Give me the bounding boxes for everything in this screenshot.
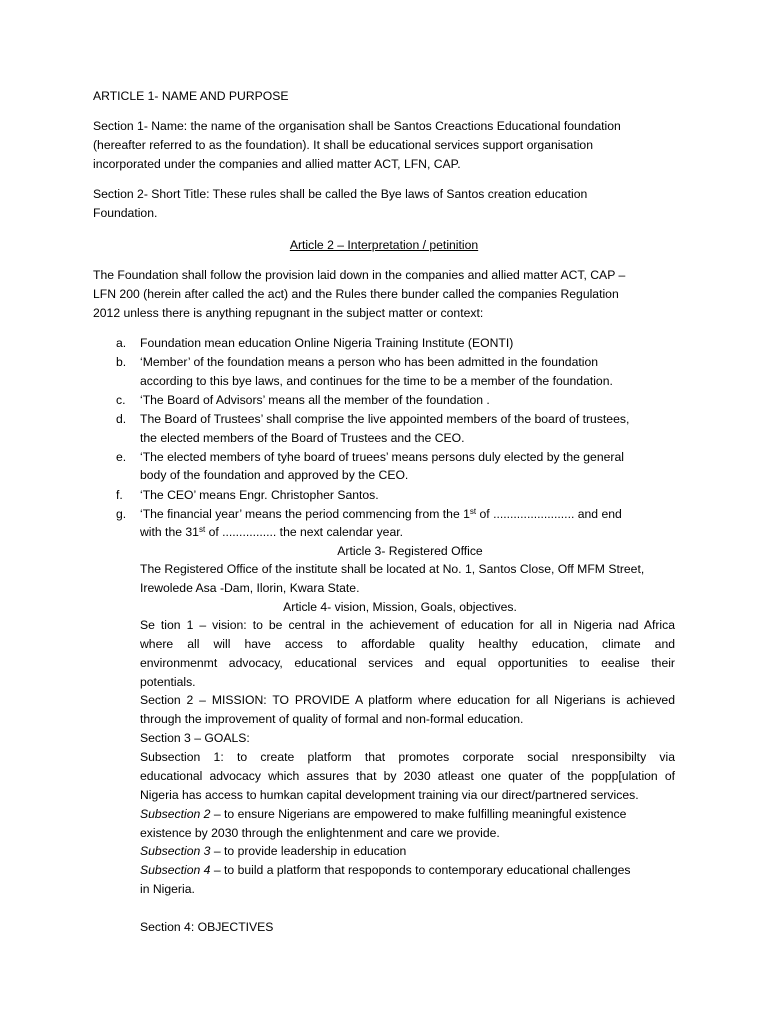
definition-g-text: of ........................ and end — [476, 507, 622, 521]
subsection-label: Subsection 3 — [140, 844, 211, 858]
subsection-text: – to provide leadership in education — [210, 844, 407, 858]
definition-e-line-1: ‘The elected members of tyhe board of truees’ means persons duly elected by the general — [140, 450, 624, 464]
article-3-line-1: The Registered Office of the institute shall be located at No. 1, Santos Close, Off MFM Street, — [140, 562, 645, 576]
definition-g-text: ‘The financial year’ means the period commencing from the 1 — [140, 507, 470, 521]
vision-line-4: potentials. — [140, 675, 196, 689]
list-marker: f. — [116, 488, 123, 502]
definition-e-line-2: body of the foundation and approved by the CEO. — [140, 468, 409, 482]
definition-g-text: of ................ the next calendar year. — [205, 525, 403, 539]
article-3-line-2: Irewolede Asa -Dam, Ilorin, Kwara State. — [140, 581, 360, 595]
subsection-text: – to ensure Nigerians are empowered to make fulfilling meaningful existence — [210, 807, 627, 821]
vision-line-2: where all will have access to affordable quality healthy education, climate and — [140, 637, 675, 651]
definition-a: Foundation mean education Online Nigeria Training Institute (EONTI) — [140, 336, 514, 350]
subsection-1-line-1: Subsection 1: to create platform that promotes corporate social nresponsibilty via — [140, 750, 675, 764]
definition-d-line-2: the elected members of the Board of Trustees and the CEO. — [140, 431, 465, 445]
list-marker: b. — [116, 355, 127, 369]
list-marker: c. — [116, 393, 126, 407]
subsection-label: Subsection 2 — [140, 807, 211, 821]
subsection-2-line-2: existence by 2030 through the enlightenment and care we provide. — [140, 826, 500, 840]
article-2-title: Article 2 – Interpretation / petinition — [289, 238, 479, 252]
mission-line-2: through the improvement of quality of formal and non-formal education. — [140, 712, 524, 726]
list-marker: d. — [116, 412, 127, 426]
intro-line-1: The Foundation shall follow the provision laid down in the companies and allied matter ACT, CAP – — [93, 268, 626, 282]
section-1-line-2: (hereafter referred to as the foundation). It shall be educational services support organisation — [93, 138, 593, 152]
intro-line-3: 2012 unless there is anything repugnant in the subject matter or context: — [93, 306, 484, 320]
subsection-label: Subsection 4 — [140, 863, 211, 877]
section-1-line-1: Section 1- Name: the name of the organisation shall be Santos Creactions Educational foundation — [93, 119, 621, 133]
goals-heading: Section 3 – GOALS: — [140, 731, 250, 745]
definition-g-line-1 — [140, 506, 622, 522]
definition-b-line-1: ‘Member’ of the foundation means a person who has been admitted in the foundation — [140, 355, 599, 369]
definition-d-line-1: The Board of Trustees’ shall comprise the live appointed members of the board of trustees, — [140, 412, 630, 426]
subsection-text: – to build a platform that respoponds to contemporary educational challenges — [210, 863, 631, 877]
definition-g-line-2 — [140, 524, 403, 540]
definition-b-line-2: according to this bye laws, and continues for the time to be a member of the foundation. — [140, 374, 613, 388]
vision-line-1: Se tion 1 – vision: to be central in the achievement of education for all in Nigeria nad Africa — [140, 618, 675, 632]
section-1-line-3: incorporated under the companies and allied matter ACT, LFN, CAP. — [93, 157, 461, 171]
vision-line-3: environmenmt advocacy, educational services and equal opportunities to eealise their — [140, 656, 675, 670]
article-4-title: Article 4- vision, Mission, Goals, objectives. — [283, 600, 517, 614]
list-marker: e. — [116, 450, 127, 464]
mission-line-1: Section 2 – MISSION: TO PROVIDE A platform where education for all Nigerians is achieved — [140, 693, 675, 707]
superscript: st — [198, 525, 206, 534]
article-3-title: Article 3- Registered Office — [337, 544, 483, 558]
subsection-4-line-1 — [140, 862, 631, 878]
section-2-line-2: Foundation. — [93, 206, 158, 220]
list-marker: g. — [116, 507, 127, 521]
section-4-heading: Section 4: OBJECTIVES — [140, 920, 274, 934]
definition-g-text: with the 31 — [140, 525, 199, 539]
list-marker: a. — [116, 336, 127, 350]
definition-f: ‘The CEO’ means Engr. Christopher Santos. — [140, 488, 379, 502]
definition-c: ‘The Board of Advisors’ means all the member of the foundation . — [140, 393, 490, 407]
subsection-3-line-1 — [140, 843, 406, 859]
section-2-line-1: Section 2- Short Title: These rules shall be called the Bye laws of Santos creation education — [93, 187, 588, 201]
intro-line-2: LFN 200 (herein after called the act) and the Rules there bunder called the companies Regulation — [93, 287, 619, 301]
subsection-1-line-2: educational advocacy which assures that by 2030 atleast one quater of the popp[ulation of — [140, 769, 675, 783]
subsection-1-line-3: Nigeria has access to humkan capital development training via our direct/partnered services. — [140, 788, 639, 802]
subsection-4-line-2: in Nigeria. — [140, 882, 195, 896]
article-1-heading: ARTICLE 1- NAME AND PURPOSE — [93, 89, 289, 103]
subsection-2-line-1 — [140, 806, 626, 822]
superscript: st — [469, 507, 477, 516]
